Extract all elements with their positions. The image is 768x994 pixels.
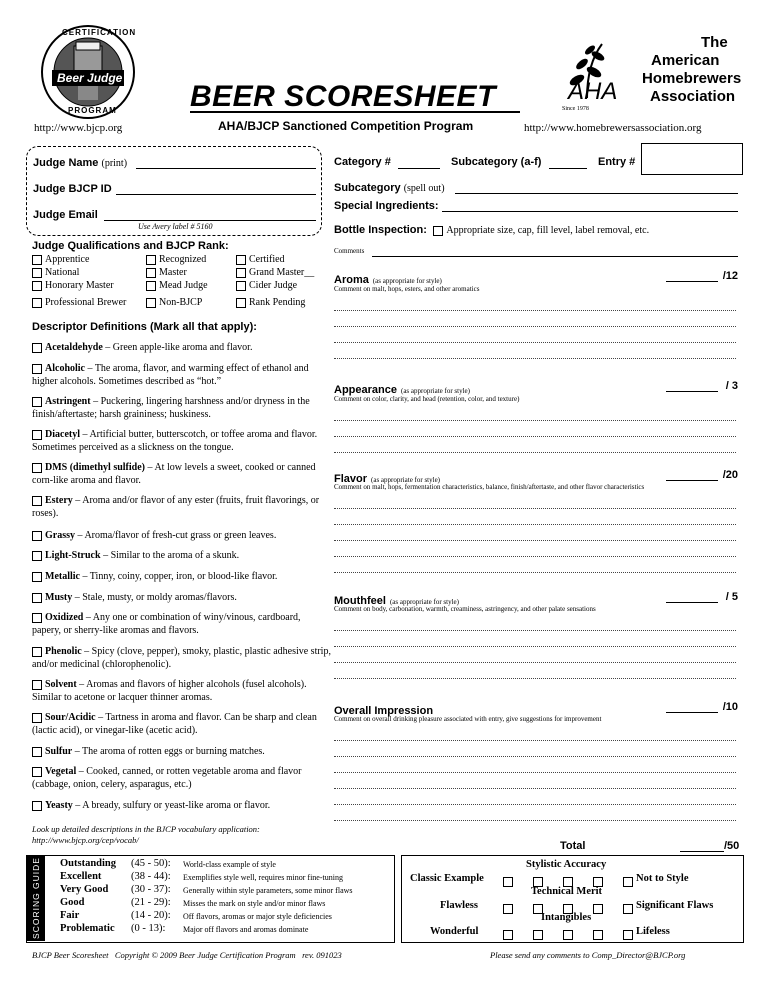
judge-id-field[interactable] xyxy=(116,194,316,195)
aha-logo xyxy=(556,28,756,118)
aroma-max: /12 xyxy=(722,270,738,282)
checkbox-icon xyxy=(32,268,42,278)
checkbox-icon xyxy=(32,531,42,541)
comment-line[interactable] xyxy=(334,820,736,821)
aha-logo-text: AHA xyxy=(568,78,618,105)
aha-name-2: American xyxy=(651,52,720,69)
scoring-row: Problematic xyxy=(60,923,115,934)
descriptor-diacetyl[interactable]: Diacetyl – Artificial butter, butterscotch, or toffee aroma and flavor. Sometimes perceived as a slickness on the tongue. xyxy=(32,429,318,453)
entry-number-field[interactable] xyxy=(641,143,743,175)
scoring-row-range: (30 - 37): xyxy=(131,884,171,895)
comments-field[interactable] xyxy=(372,256,738,257)
judge-name-label: Judge Name (print) xyxy=(33,157,128,169)
descriptor-oxidized[interactable]: Oxidized – Any one or combination of winy/vinous, cardboard, papery, or sherry-like aromas and flavors. xyxy=(32,612,301,636)
appearance-desc: Comment on color, clarity, and head (retention, color, and texture) xyxy=(334,395,520,403)
comment-line[interactable] xyxy=(334,662,736,663)
title-underline xyxy=(190,111,520,113)
checkbox-icon xyxy=(236,281,246,291)
checkbox-icon xyxy=(32,680,42,690)
scoring-row-range: (45 - 50): xyxy=(131,858,171,869)
technical-left-label: Flawless xyxy=(440,900,478,911)
checkbox-icon xyxy=(146,255,156,265)
aroma-score-field[interactable] xyxy=(666,281,718,282)
mouthfeel-title: Mouthfeel xyxy=(334,595,386,607)
mouthfeel-max: / 5 xyxy=(725,591,738,603)
comment-line[interactable] xyxy=(334,804,736,805)
qualifications-col-2 xyxy=(146,253,208,309)
overall-desc: Comment on overall drinking pleasure associated with entry, give suggestions for improvement xyxy=(334,715,602,723)
descriptor-grassy[interactable]: Grassy – Aroma/flavor of fresh-cut grass or green leaves. xyxy=(32,530,332,543)
subcategory-spell-field[interactable] xyxy=(455,193,738,194)
scoring-row-desc: Generally within style parameters, some minor flaws xyxy=(183,886,353,895)
descriptor-solvent[interactable]: Solvent – Aromas and flavors of higher alcohols (fusel alcohols). Similar to acetone or lacquer thinner aromas. xyxy=(32,679,307,703)
descriptor-dms[interactable]: DMS (dimethyl sulfide) – At low levels a sweet, cooked or canned corn-like aroma and flavor. xyxy=(32,462,316,486)
rating-checkbox-icon[interactable] xyxy=(533,930,543,940)
overall-title: Overall Impression xyxy=(334,705,434,717)
checkbox-icon xyxy=(32,593,42,603)
qual-professional-brewer[interactable]: Professional Brewer xyxy=(32,296,126,309)
scoring-row-range: (38 - 44): xyxy=(131,871,171,882)
checkbox-icon xyxy=(32,801,42,811)
comment-line[interactable] xyxy=(334,524,736,525)
comment-line[interactable] xyxy=(334,740,736,741)
qual-certified[interactable]: Certified xyxy=(236,253,314,266)
qual-mead-judge[interactable]: Mead Judge xyxy=(146,279,208,292)
category-field[interactable] xyxy=(398,168,440,169)
comment-line[interactable] xyxy=(334,788,736,789)
bjcp-logo-bottom: PROGRAM xyxy=(68,106,117,115)
rating-checkbox-icon[interactable] xyxy=(623,877,633,887)
rating-checkbox-icon[interactable] xyxy=(503,930,513,940)
checkbox-icon xyxy=(32,713,42,723)
judge-name-field[interactable] xyxy=(136,168,316,169)
aha-name-4: Association xyxy=(650,88,736,105)
qual-master[interactable]: Master xyxy=(146,266,208,279)
descriptors-heading: Descriptor Definitions (Mark all that apply): xyxy=(32,321,257,333)
comment-line[interactable] xyxy=(334,342,736,343)
comment-line[interactable] xyxy=(334,556,736,557)
stylistic-left-label: Classic Example xyxy=(410,873,484,884)
judge-id-label: Judge BJCP ID xyxy=(33,183,112,195)
checkbox-icon xyxy=(32,767,42,777)
descriptor-estery[interactable]: Estery – Aroma and/or flavor of any ester (fruits, fruit flavorings, or roses). xyxy=(32,495,320,519)
flavor-score-field[interactable] xyxy=(666,480,718,481)
bjcp-logo xyxy=(40,24,136,120)
vocab-lookup-text: Look up detailed descriptions in the BJCP vocabulary application: xyxy=(32,824,260,834)
aha-since: Since 1978 xyxy=(562,106,589,112)
flavor-max: /20 xyxy=(722,469,738,481)
qual-recognized[interactable]: Recognized xyxy=(146,253,208,266)
aha-name-3: Homebrewers xyxy=(642,70,742,87)
total-score-field[interactable] xyxy=(680,851,724,852)
comment-line[interactable] xyxy=(334,436,736,437)
qual-cider-judge[interactable]: Cider Judge xyxy=(236,279,314,292)
qual-rank-pending[interactable]: Rank Pending xyxy=(236,296,314,309)
checkbox-icon xyxy=(32,496,42,506)
appearance-max: / 3 xyxy=(725,380,738,392)
checkbox-icon xyxy=(32,551,42,561)
checkbox-icon xyxy=(146,281,156,291)
aha-url-link[interactable]: http://www.homebrewersassociation.org xyxy=(524,122,702,134)
checkbox-icon xyxy=(32,298,42,308)
checkbox-icon xyxy=(32,430,42,440)
special-ingredients-field[interactable] xyxy=(442,211,738,212)
comment-line[interactable] xyxy=(334,756,736,757)
comment-line[interactable] xyxy=(334,452,736,453)
descriptor-vegetal[interactable]: Vegetal – Cooked, canned, or rotten vegetable aroma and flavor (cabbage, onion, celery, asparagus, etc.) xyxy=(32,766,302,790)
subcategory-label: Subcategory (a-f) xyxy=(451,156,542,168)
comment-line[interactable] xyxy=(334,420,736,421)
rating-checkbox-icon[interactable] xyxy=(503,904,513,914)
checkbox-icon xyxy=(32,343,42,353)
subcategory-spell-label: Subcategory (spell out) xyxy=(334,182,445,194)
total-label: Total xyxy=(560,840,586,852)
qualifications-col-3 xyxy=(236,253,314,309)
scoring-row-desc: Exemplifies style well, requires minor fine-tuning xyxy=(183,873,343,882)
scoring-row-desc: Misses the mark on style and/or minor flaws xyxy=(183,899,326,908)
qual-honorary-master[interactable]: Honorary Master xyxy=(32,279,126,292)
checkbox-icon xyxy=(433,226,443,236)
rating-checkbox-icon[interactable] xyxy=(593,904,603,914)
intangibles-left-label: Wonderful xyxy=(430,926,479,937)
comments-label: Comments xyxy=(334,247,365,255)
qual-grand-master[interactable]: Grand Master__ xyxy=(236,266,314,279)
aroma-title: Aroma xyxy=(334,274,369,286)
mouthfeel-desc: Comment on body, carbonation, warmth, creaminess, astringency, and other palate sensations xyxy=(334,605,596,613)
judge-email-field[interactable] xyxy=(104,220,316,221)
stylistic-heading: Stylistic Accuracy xyxy=(526,859,607,870)
judge-email-label: Judge Email xyxy=(33,209,98,221)
checkbox-icon xyxy=(32,397,42,407)
checkbox-icon xyxy=(32,463,42,473)
qual-apprentice[interactable]: Apprentice xyxy=(32,253,126,266)
scoring-row-range: (14 - 20): xyxy=(131,910,171,921)
checkbox-icon xyxy=(32,747,42,757)
scoring-row: Good xyxy=(60,897,85,908)
aroma-desc: Comment on malt, hops, esters, and other aromatics xyxy=(334,285,480,293)
comment-line[interactable] xyxy=(334,630,736,631)
scoring-row-range: (0 - 13): xyxy=(131,923,166,934)
checkbox-icon xyxy=(146,268,156,278)
comment-line[interactable] xyxy=(334,772,736,773)
aroma-hint: (as appropriate for style) xyxy=(372,277,442,285)
scoring-row-desc: Off flavors, aromas or major style deficiencies xyxy=(183,912,332,921)
comment-line[interactable] xyxy=(334,508,736,509)
comment-line[interactable] xyxy=(334,572,736,573)
scoring-row-desc: World-class example of style xyxy=(183,860,276,869)
special-ingredients-label: Special Ingredients: xyxy=(334,200,439,212)
flavor-hint: (as appropriate for style) xyxy=(371,476,441,484)
rating-checkbox-icon[interactable] xyxy=(563,930,573,940)
flavor-title: Flavor xyxy=(334,473,368,485)
appearance-score-field[interactable] xyxy=(666,391,718,392)
checkbox-icon xyxy=(32,255,42,265)
checkbox-icon xyxy=(146,298,156,308)
rating-checkbox-icon[interactable] xyxy=(503,877,513,887)
descriptor-musty[interactable]: Musty – Stale, musty, or moldy aromas/flavors. xyxy=(32,592,332,605)
descriptor-acetaldehyde[interactable]: Acetaldehyde – Green apple-like aroma and flavor. xyxy=(32,342,332,355)
technical-heading: Technical Merit xyxy=(531,886,603,897)
descriptor-sour-acidic[interactable]: Sour/Acidic – Tartness in aroma and flavor. Can be sharp and clean (lactic acid), or vinegar-like (acetic acid). xyxy=(32,712,317,736)
comment-line[interactable] xyxy=(334,358,736,359)
overall-max: /10 xyxy=(722,701,738,713)
qual-non-bjcp[interactable]: Non-BJCP xyxy=(146,296,208,309)
rating-checkbox-icon[interactable] xyxy=(593,930,603,940)
intangibles-heading: Intangibles xyxy=(541,912,592,923)
scoring-guide-side-label: SCORING GUIDE xyxy=(31,857,41,939)
checkbox-icon xyxy=(32,364,42,374)
avery-label-hint: Use Avery label # 5160 xyxy=(138,222,213,231)
flavor-desc: Comment on malt, hops, fermentation characteristics, balance, finish/aftertaste, and other flavor characteristics xyxy=(334,483,645,491)
descriptor-light-struck[interactable]: Light-Struck – Similar to the aroma of a skunk. xyxy=(32,550,332,563)
qual-national[interactable]: National xyxy=(32,266,126,279)
mouthfeel-score-field[interactable] xyxy=(666,602,718,603)
category-label: Category # xyxy=(334,156,391,168)
checkbox-icon xyxy=(32,572,42,582)
scoring-row: Very Good xyxy=(60,884,109,895)
comment-line[interactable] xyxy=(334,678,736,679)
descriptor-phenolic[interactable]: Phenolic – Spicy (clove, pepper), smoky, plastic, plastic adhesive strip, and/or medicinal (chlorophenolic). xyxy=(32,646,331,670)
intangibles-right-label: Lifeless xyxy=(636,926,670,937)
comment-line[interactable] xyxy=(334,646,736,647)
bjcp-url-link[interactable]: http://www.bjcp.org xyxy=(34,122,123,134)
comment-line[interactable] xyxy=(334,326,736,327)
footer-copyright: BJCP Beer Scoresheet Copyright © 2009 Beer Judge Certification Program rev. 091023 xyxy=(32,950,342,960)
qualifications-heading: Judge Qualifications and BJCP Rank: xyxy=(32,240,229,252)
comment-line[interactable] xyxy=(334,310,736,311)
qualifications-col-1 xyxy=(32,253,126,309)
rating-checkbox-icon[interactable] xyxy=(623,930,633,940)
aha-name-1: The xyxy=(701,34,728,51)
checkbox-icon xyxy=(32,647,42,657)
entry-label: Entry # xyxy=(598,156,636,168)
checkbox-icon xyxy=(236,255,246,265)
descriptor-metallic[interactable]: Metallic – Tinny, coiny, copper, iron, or blood-like flavor. xyxy=(32,571,332,584)
footer-contact: Please send any comments to Comp_Director@BJCP.org xyxy=(490,950,686,960)
scoring-row: Outstanding xyxy=(60,858,117,869)
vocab-lookup-link[interactable]: http://www.bjcp.org/cep/vocab/ xyxy=(32,835,139,845)
bjcp-logo-mid: Beer Judge xyxy=(57,71,123,85)
page-subtitle: AHA/BJCP Sanctioned Competition Program xyxy=(218,119,474,133)
overall-score-field[interactable] xyxy=(666,712,718,713)
bjcp-logo-top: CERTIFICATION xyxy=(62,28,137,37)
checkbox-icon xyxy=(32,281,42,291)
intangibles-rating[interactable] xyxy=(493,926,643,944)
checkbox-icon xyxy=(32,613,42,623)
scoring-row: Fair xyxy=(60,910,80,921)
stylistic-right-label: Not to Style xyxy=(636,873,689,884)
scoring-row: Excellent xyxy=(60,871,102,882)
scoring-row-desc: Major off flavors and aromas dominate xyxy=(183,925,309,934)
comment-line[interactable] xyxy=(334,540,736,541)
descriptor-astringent[interactable]: Astringent – Puckering, lingering harshness and/or dryness in the finish/aftertaste; harsh graininess; huskiness. xyxy=(32,396,310,420)
checkbox-icon xyxy=(236,298,246,308)
total-max: /50 xyxy=(724,840,740,852)
bottle-inspection[interactable]: Bottle Inspection: Appropriate size, cap, fill level, label removal, etc. xyxy=(334,224,650,236)
appearance-title: Appearance xyxy=(334,384,397,396)
subcategory-field[interactable] xyxy=(549,168,587,169)
checkbox-icon xyxy=(236,268,246,278)
mouthfeel-hint: (as appropriate for style) xyxy=(389,598,459,606)
descriptor-sulfur[interactable]: Sulfur – The aroma of rotten eggs or burning matches. xyxy=(32,746,332,759)
page-title: BEER SCORESHEET xyxy=(190,80,496,113)
appearance-hint: (as appropriate for style) xyxy=(400,387,470,395)
rating-checkbox-icon[interactable] xyxy=(623,904,633,914)
descriptor-yeasty[interactable]: Yeasty – A bready, sulfury or yeast-like aroma or flavor. xyxy=(32,800,332,813)
technical-right-label: Significant Flaws xyxy=(636,900,714,911)
scoring-row-range: (21 - 29): xyxy=(131,897,171,908)
descriptor-alcoholic[interactable]: Alcoholic – The aroma, flavor, and warming effect of ethanol and higher alcohols. Sometimes described as “hot.” xyxy=(32,363,309,387)
